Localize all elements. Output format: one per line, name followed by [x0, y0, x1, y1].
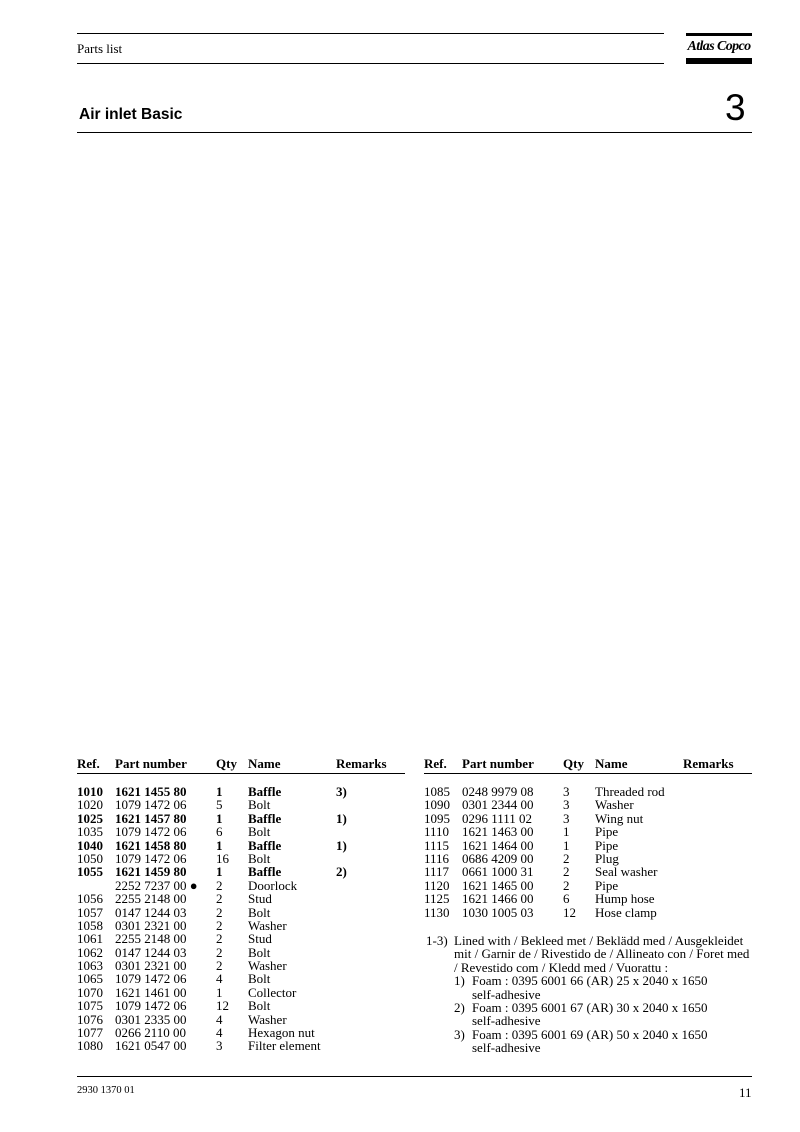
name-cell: Plug: [595, 850, 619, 866]
table-row: [424, 812, 754, 825]
qty-cell: 3: [563, 810, 570, 826]
qty-cell: 2: [216, 958, 223, 974]
ref-cell: 1125: [424, 891, 450, 907]
ref-cell: 1116: [424, 850, 450, 866]
note-item-line: Foam : 0395 6001 69 (AR) 50 x 2040 x 1650: [472, 1026, 708, 1042]
ref-cell: 1115: [424, 837, 450, 853]
remarks-cell: 1): [336, 837, 347, 853]
ref-cell: 1095: [424, 810, 450, 826]
qty-cell: 2: [563, 877, 570, 893]
name-cell: Bolt: [248, 971, 271, 987]
name-cell: Threaded rod: [595, 784, 665, 799]
qty-cell: 2: [216, 917, 223, 933]
logo-text: Atlas Copco: [687, 39, 751, 54]
note-item-line: self-adhesive: [472, 1040, 541, 1056]
part-number-cell: 1621 1466 00: [462, 891, 534, 907]
qty-cell: 2: [216, 904, 223, 920]
part-number-cell: 0661 1000 31: [462, 864, 534, 880]
table-row: [424, 798, 754, 811]
ref-cell: 1010: [77, 784, 103, 799]
note-item-number: 3): [454, 1026, 465, 1042]
part-number-cell: 0296 1111 02: [462, 810, 533, 826]
header-top-rule: [77, 33, 664, 34]
ref-cell: 1062: [77, 944, 103, 960]
table-row: [77, 879, 407, 892]
table-row: [424, 865, 754, 878]
ref-cell: 1025: [77, 810, 103, 826]
ref-cell: 1063: [77, 958, 103, 974]
parts-table-left: [77, 757, 407, 1053]
ref-cell: 1085: [424, 784, 450, 799]
table-rows: [77, 785, 407, 1053]
table-row: [77, 972, 407, 985]
ref-cell: 1120: [424, 877, 450, 893]
qty-cell: 1: [216, 810, 223, 826]
name-cell: Bolt: [248, 824, 271, 840]
document-code: 2930 1370 01: [77, 1085, 135, 1096]
table-row: [424, 839, 754, 852]
ref-cell: 1076: [77, 1011, 103, 1027]
name-cell: Bolt: [248, 904, 271, 920]
qty-cell: 1: [216, 984, 223, 1000]
section-title: Air inlet Basic: [79, 106, 183, 123]
header-part-number: Part number: [115, 756, 187, 771]
table-row: [77, 946, 407, 959]
part-number-cell: 0686 4209 00: [462, 850, 534, 866]
qty-cell: 3: [563, 797, 570, 813]
table-row: [424, 825, 754, 838]
table-header-rule: [424, 773, 752, 774]
ref-cell: 1070: [77, 984, 103, 1000]
name-cell: Baffle: [248, 837, 282, 853]
name-cell: Hexagon nut: [248, 1025, 315, 1041]
remarks-cell: 1): [336, 810, 347, 826]
ref-cell: 1080: [77, 1038, 103, 1054]
name-cell: Pipe: [595, 877, 619, 893]
part-number-cell: 1621 1463 00: [462, 824, 534, 840]
qty-cell: 1: [216, 864, 223, 880]
qty-cell: 2: [216, 931, 223, 947]
header-ref: Ref.: [77, 756, 100, 771]
ref-cell: 1130: [424, 904, 450, 920]
ref-cell: 1035: [77, 824, 103, 840]
table-row: [424, 879, 754, 892]
remarks-cell: 2): [336, 864, 347, 880]
qty-cell: 1: [563, 837, 570, 853]
note-tag: 1-3): [426, 933, 448, 948]
brand-logo: [686, 33, 752, 64]
qty-cell: 2: [563, 850, 570, 866]
table-row: [424, 785, 754, 798]
table-row: [424, 906, 754, 919]
qty-cell: 1: [216, 784, 223, 799]
part-number-cell: 1079 1472 06: [115, 824, 187, 840]
name-cell: Pipe: [595, 824, 619, 840]
note-item-line: Foam : 0395 6001 67 (AR) 30 x 2040 x 1650: [472, 1000, 708, 1016]
ref-cell: 1090: [424, 797, 450, 813]
table-row: [77, 798, 407, 811]
table-row: [77, 1026, 407, 1039]
name-cell: Seal washer: [595, 864, 658, 880]
header-qty: Qty: [216, 756, 237, 771]
qty-cell: 12: [563, 904, 576, 920]
name-cell: Baffle: [248, 864, 282, 880]
note-item: [426, 1028, 756, 1055]
table-rows: [424, 785, 754, 919]
part-number-cell: 1621 1455 80: [115, 784, 187, 799]
ref-cell: 1056: [77, 891, 103, 907]
note-item-line: self-adhesive: [472, 1013, 541, 1029]
part-number-cell: 1621 1461 00: [115, 984, 187, 1000]
qty-cell: 6: [563, 891, 570, 907]
name-cell: Doorlock: [248, 877, 298, 893]
name-cell: Collector: [248, 984, 297, 1000]
part-number-cell: 1079 1472 06: [115, 971, 187, 987]
ref-cell: 1058: [77, 917, 103, 933]
qty-cell: 12: [216, 998, 229, 1014]
ref-cell: 1020: [77, 797, 103, 813]
ref-cell: 1117: [424, 864, 450, 880]
part-number-cell: 1030 1005 03: [462, 904, 534, 920]
table-row: [77, 865, 407, 878]
name-cell: Washer: [595, 797, 634, 813]
qty-cell: 6: [216, 824, 223, 840]
qty-cell: 3: [563, 784, 570, 799]
name-cell: Washer: [248, 917, 287, 933]
name-cell: Baffle: [248, 784, 282, 799]
ref-cell: 1075: [77, 998, 103, 1014]
part-number-cell: 1621 1465 00: [462, 877, 534, 893]
table-row: [77, 999, 407, 1012]
remarks-cell: 3): [336, 784, 347, 799]
table-row: [77, 932, 407, 945]
name-cell: Baffle: [248, 810, 282, 826]
qty-cell: 4: [216, 971, 223, 987]
part-number-cell: 1621 1458 80: [115, 837, 187, 853]
note-item: [426, 974, 756, 1001]
qty-cell: 4: [216, 1011, 223, 1027]
qty-cell: 2: [216, 944, 223, 960]
ref-cell: 1065: [77, 971, 103, 987]
part-number-cell: 1621 0547 00: [115, 1038, 187, 1054]
ref-cell: 1040: [77, 837, 103, 853]
qty-cell: 2: [216, 877, 223, 893]
ref-cell: 1061: [77, 931, 103, 947]
part-number-cell: 1079 1472 06: [115, 850, 187, 866]
table-row: [77, 986, 407, 999]
part-number-cell: 0301 2321 00: [115, 958, 187, 974]
logo-bottom-bar: [686, 58, 752, 64]
name-cell: Pipe: [595, 837, 619, 853]
part-number-cell: 1621 1457 80: [115, 810, 187, 826]
part-number-cell: 0266 2110 00: [115, 1025, 187, 1041]
table-row: [77, 812, 407, 825]
table-header: [77, 757, 407, 773]
table-row: [77, 1039, 407, 1052]
header-name: Name: [595, 756, 628, 771]
name-cell: Wing nut: [595, 810, 644, 826]
note-item-number: 2): [454, 1000, 465, 1016]
name-cell: Stud: [248, 931, 272, 947]
ref-cell: 1057: [77, 904, 103, 920]
part-number-cell: 0147 1244 03: [115, 904, 187, 920]
part-number-cell: 2255 2148 00: [115, 891, 187, 907]
footer-rule: [77, 1076, 752, 1077]
table-row: [77, 959, 407, 972]
table-row: [424, 852, 754, 865]
part-number-cell: 2255 2148 00: [115, 931, 187, 947]
remarks-notes: [426, 934, 756, 1055]
part-number-cell: 0301 2335 00: [115, 1011, 187, 1027]
name-cell: Stud: [248, 891, 272, 907]
chapter-number: 3: [725, 87, 746, 128]
qty-cell: 2: [216, 891, 223, 907]
header-label: Parts list: [77, 41, 123, 56]
table-header-rule: [77, 773, 405, 774]
qty-cell: 5: [216, 797, 223, 813]
header-qty: Qty: [563, 756, 584, 771]
header-remarks: Remarks: [336, 756, 387, 771]
part-number-cell: 0147 1244 03: [115, 944, 187, 960]
note-item-line: self-adhesive: [472, 986, 541, 1002]
note-item: [426, 1001, 756, 1028]
part-number-cell: 0248 9979 08: [462, 784, 534, 799]
part-number-cell: 1079 1472 06: [115, 797, 187, 813]
table-row: [77, 892, 407, 905]
name-cell: Washer: [248, 958, 287, 974]
qty-cell: 1: [216, 837, 223, 853]
table-row: [77, 919, 407, 932]
note-item-number: 1): [454, 973, 465, 989]
page-number: 11: [739, 1085, 752, 1100]
name-cell: Bolt: [248, 850, 271, 866]
part-number-cell: 1079 1472 06: [115, 998, 187, 1014]
table-row: [77, 1013, 407, 1026]
ref-cell: 1055: [77, 864, 103, 880]
title-rule: [77, 132, 752, 133]
table-row: [77, 825, 407, 838]
header-bottom-rule: [77, 63, 664, 64]
name-cell: Washer: [248, 1011, 287, 1027]
table-header: [424, 757, 754, 773]
table-row: [77, 906, 407, 919]
header-remarks: Remarks: [683, 756, 734, 771]
header-name: Name: [248, 756, 281, 771]
part-number-cell: 0301 2344 00: [462, 797, 534, 813]
part-number-cell: 0301 2321 00: [115, 917, 187, 933]
qty-cell: 1: [563, 824, 570, 840]
ref-cell: 1077: [77, 1025, 103, 1041]
name-cell: Bolt: [248, 998, 271, 1014]
ref-cell: 1110: [424, 824, 450, 840]
note-item-line: Foam : 0395 6001 66 (AR) 25 x 2040 x 1650: [472, 973, 708, 989]
part-number-cell: 1621 1459 80: [115, 864, 187, 880]
ref-cell: 1050: [77, 850, 103, 866]
qty-cell: 3: [216, 1038, 223, 1054]
header-part-number: Part number: [462, 756, 534, 771]
qty-cell: 2: [563, 864, 570, 880]
table-row: [77, 839, 407, 852]
table-row: [424, 892, 754, 905]
qty-cell: 16: [216, 850, 229, 866]
part-number-cell: 1621 1464 00: [462, 837, 534, 853]
table-row: [77, 852, 407, 865]
note-text: Lined with / Bekleed met / Beklädd med / Ausgekleidet mit / Garnir de / Rivestido de / Allineato con / Foret med / Revestido com / Kledd med / Vuorattu :: [454, 933, 750, 975]
table-row: [77, 785, 407, 798]
parts-table-right: [424, 757, 754, 919]
name-cell: Hump hose: [595, 891, 655, 907]
note-main: [426, 934, 756, 974]
part-number-cell: 2252 7237 00 ●: [115, 877, 198, 893]
name-cell: Bolt: [248, 944, 271, 960]
name-cell: Hose clamp: [595, 904, 657, 920]
name-cell: Filter element: [248, 1038, 321, 1054]
header-ref: Ref.: [424, 756, 447, 771]
qty-cell: 4: [216, 1025, 223, 1041]
name-cell: Bolt: [248, 797, 271, 813]
